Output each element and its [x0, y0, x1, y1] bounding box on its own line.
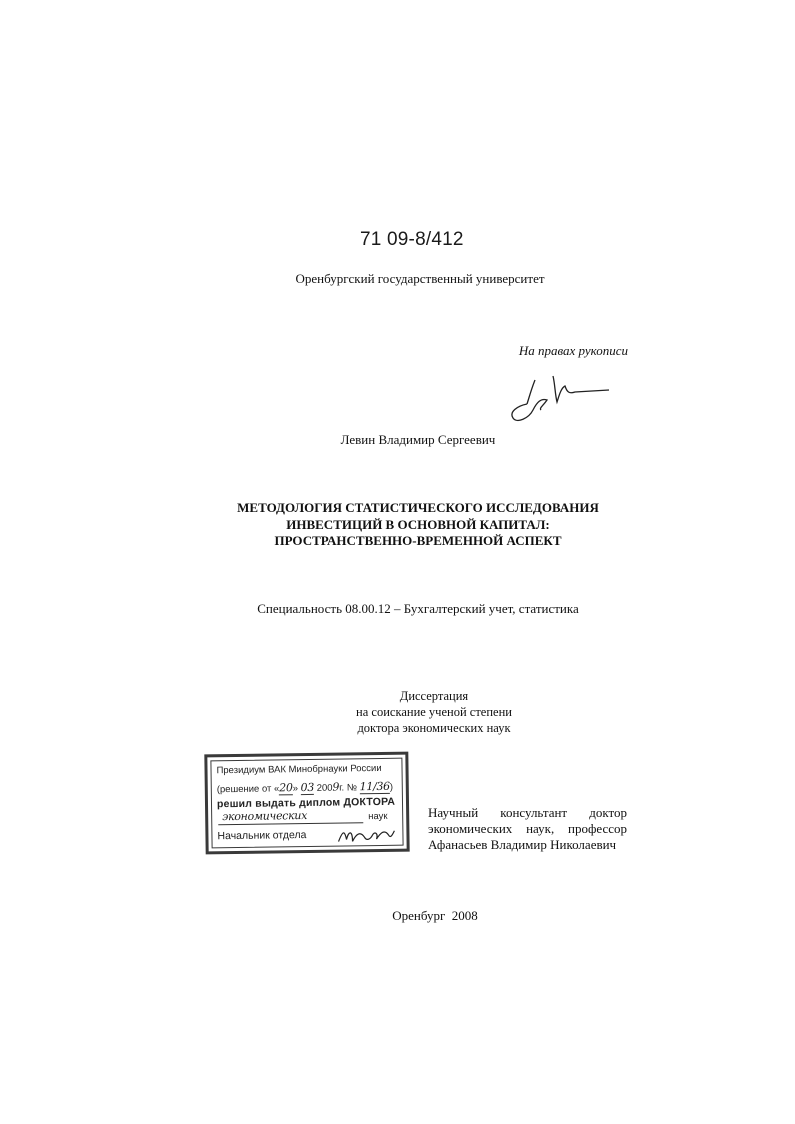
degree-line: Диссертация	[399, 689, 469, 703]
consultant-line: Афанасьев Владимир Николаевич	[428, 837, 617, 852]
rights-notice: На правах рукописи	[518, 343, 628, 358]
title-line: ИНВЕСТИЦИЙ В ОСНОВНОЙ КАПИТАЛ:	[286, 516, 550, 532]
stamp-line-presidium: Президиум ВАК Минобрнауки России	[216, 762, 382, 777]
stamp-text: »	[292, 783, 301, 795]
stamp-month: 03	[300, 780, 315, 795]
author-name: Левин Владимир Сергеевич	[340, 432, 496, 447]
dissertation-degree	[0, 688, 795, 736]
stamp-field-handwritten: экономических	[222, 809, 308, 824]
stamp-line-science: наук	[368, 810, 388, 823]
stamp-text: 200	[313, 782, 333, 794]
vak-stamp	[204, 752, 409, 855]
dissertation-title	[0, 500, 795, 550]
degree-line: доктора экономических наук	[357, 721, 511, 735]
document-code: 71 09-8/412	[360, 229, 464, 250]
consultant-line: Научный консультант доктор	[428, 805, 627, 820]
title-line: МЕТОДОЛОГИЯ СТАТИСТИЧЕСКОГО ИССЛЕДОВАНИЯ	[237, 500, 599, 515]
stamp-line-head: Начальник отдела	[217, 829, 307, 843]
stamp-line-decision	[217, 780, 393, 796]
city-year: Оренбург 2008	[392, 908, 478, 923]
author-signature	[505, 368, 615, 428]
stamp-signature	[336, 823, 396, 848]
specialty: Специальность 08.00.12 – Бухгалтерский учет, статистика	[257, 601, 579, 616]
stamp-number: 11/36	[359, 779, 390, 794]
stamp-text: г. №	[339, 782, 360, 794]
stamp-decision-prefix: (решение от «	[216, 783, 280, 796]
stamp-day: 20	[279, 781, 293, 795]
title-line: ПРОСТРАНСТВЕННО-ВРЕМЕННОЙ АСПЕКТ	[274, 533, 562, 548]
stamp-line-decision-text: решил выдать диплом ДОКТОРА	[216, 795, 396, 811]
stamp-year-digit: 9	[332, 780, 340, 794]
degree-line: на соискание ученой степени	[356, 705, 512, 719]
university-name: Оренбургский государственный университет	[295, 271, 545, 286]
consultant-line: экономических наук, профессор	[428, 821, 627, 836]
scientific-consultant	[428, 805, 627, 853]
stamp-text: )	[389, 781, 394, 793]
